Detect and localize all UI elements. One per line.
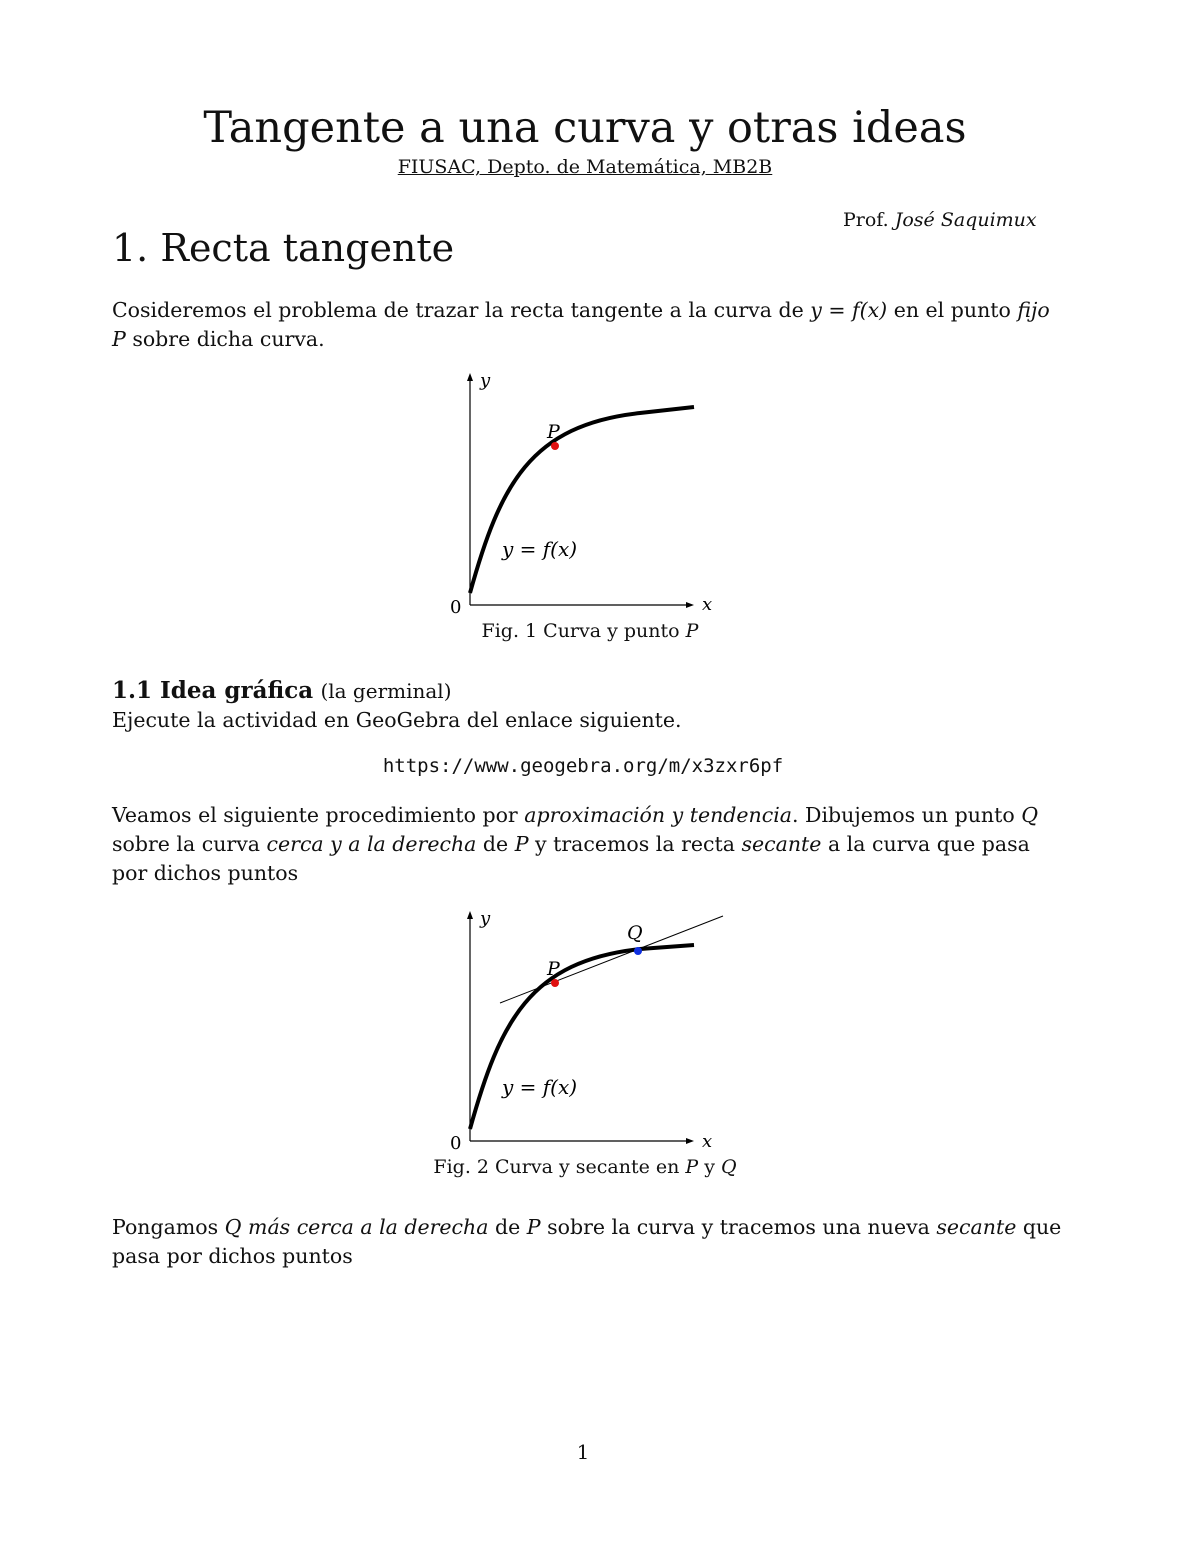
activity-paragraph: Ejecute la actividad en GeoGebra del enlace siguiente.	[112, 708, 682, 732]
closer-point-paragraph: Pongamos Q más cerca a la derecha de P sobre la curva y tracemos una nueva secante que pasa por dichos puntos	[112, 1215, 1062, 1268]
y-axis-label: y	[480, 370, 491, 391]
section-heading-recta-tangente: 1. Recta tangente	[112, 226, 455, 270]
curve-f	[470, 407, 694, 593]
y-axis-arrow	[467, 911, 473, 919]
y-axis-arrow	[467, 373, 473, 381]
point-p-label: P	[547, 958, 560, 980]
document-title: Tangente a una curva y otras ideas	[203, 103, 967, 153]
author-line: Prof. José Saquimux	[843, 209, 1037, 231]
x-axis-arrow	[686, 602, 694, 608]
figure-1-caption: Fig. 1 Curva y punto P	[481, 620, 699, 642]
point-p	[551, 442, 559, 450]
curve-label: y = f(x)	[502, 537, 578, 561]
curve-label: y = f(x)	[502, 1075, 578, 1099]
section1-paragraph: Cosideremos el problema de trazar la recta tangente a la curva de y = f(x) en el punto fijo P sobre dicha curva.	[112, 298, 1050, 351]
x-axis-label: x	[702, 1131, 713, 1152]
origin-label: 0	[450, 1133, 462, 1154]
figure-2-curve-and-secant	[440, 903, 740, 1163]
x-axis-label: x	[702, 594, 713, 615]
page-number: 1	[576, 1440, 590, 1464]
subsection-heading-idea-grafica: 1.1 Idea gráfica (la germinal)	[112, 677, 452, 704]
figure-2-caption: Fig. 2 Curva y secante en P y Q	[433, 1156, 737, 1178]
secant-line	[500, 916, 723, 1003]
point-q	[634, 947, 642, 955]
point-p	[551, 979, 559, 987]
point-p-label: P	[547, 421, 560, 443]
point-q-label: Q	[627, 922, 643, 944]
origin-label: 0	[450, 597, 462, 618]
y-axis-label: y	[480, 908, 491, 929]
x-axis-arrow	[686, 1138, 694, 1144]
geogebra-link[interactable]: https://www.geogebra.org/m/x3zxr6pf	[382, 755, 784, 777]
figure-1-curve-and-point	[440, 365, 740, 625]
curve-f	[470, 945, 694, 1129]
document-subtitle: FIUSAC, Depto. de Matemática, MB2B	[397, 156, 773, 178]
procedure-paragraph: Veamos el siguiente procedimiento por aproximación y tendencia. Dibujemos un punto Q sobre la curva cerca y a la derecha de P y tracemos la recta secante a la curva que pasa por dichos puntos	[112, 803, 1039, 885]
